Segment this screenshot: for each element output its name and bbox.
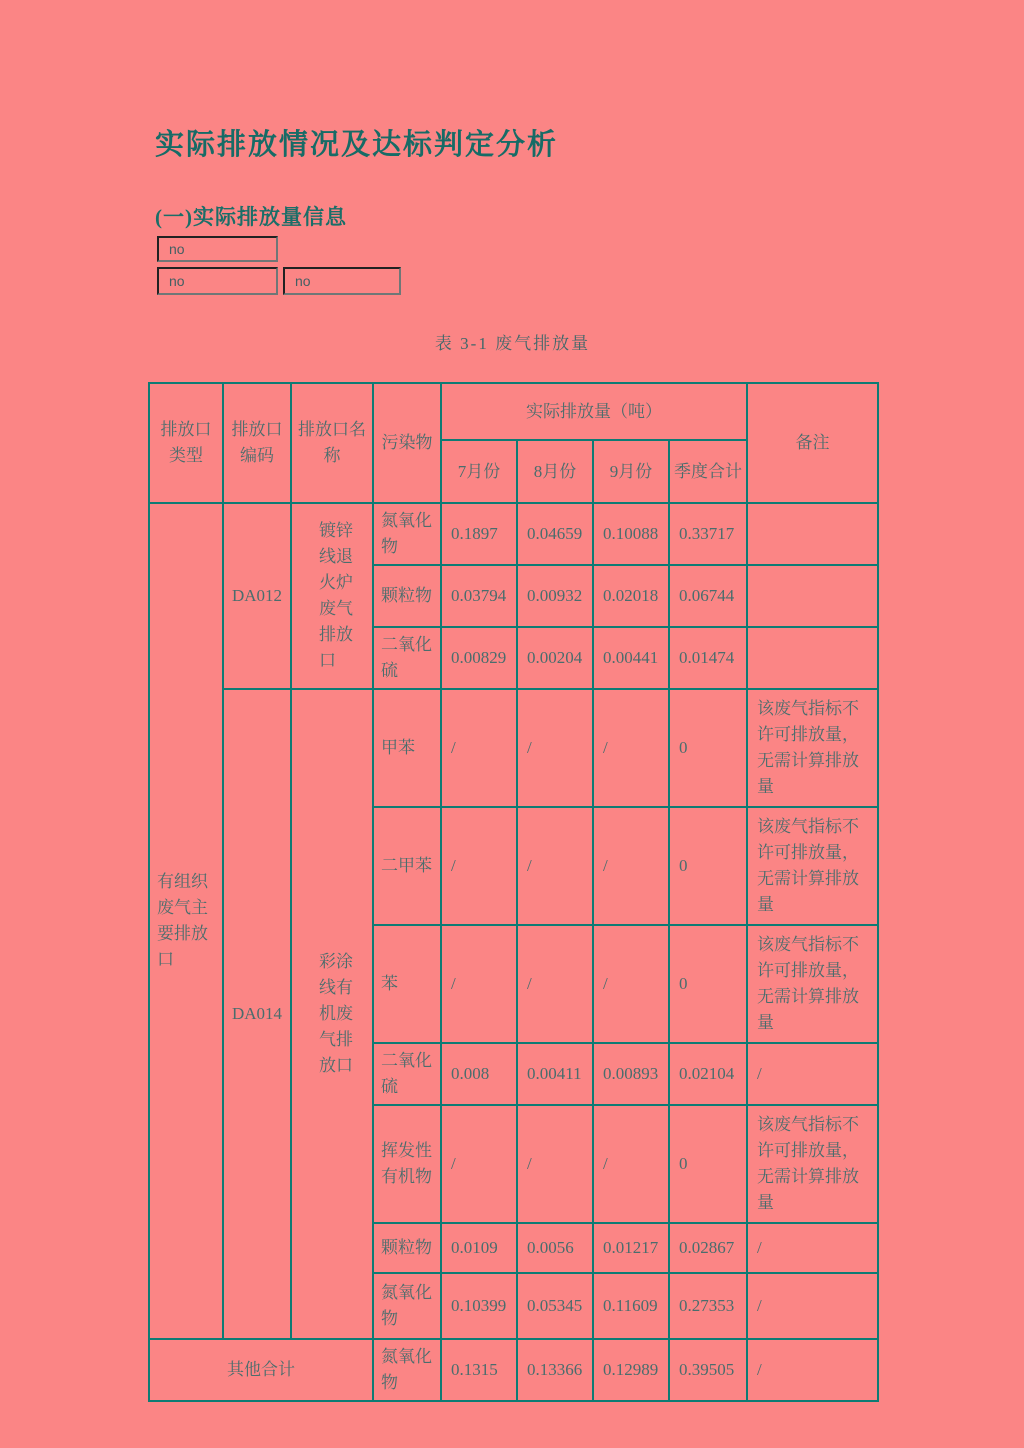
- july-value-cell: 0.1315: [441, 1339, 517, 1401]
- pollutant-cell: 二氧化硫: [373, 627, 441, 689]
- july-value-cell: /: [441, 807, 517, 925]
- september-value-cell: 0.00441: [593, 627, 669, 689]
- page-title: 实际排放情况及达标判定分析: [155, 129, 559, 161]
- quarter-total-cell: 0.27353: [669, 1273, 747, 1339]
- table-row: [149, 503, 878, 565]
- july-value-cell: 0.0109: [441, 1223, 517, 1273]
- waste-gas-emissions-table: [148, 382, 879, 1402]
- quarter-total-cell: 0.39505: [669, 1339, 747, 1401]
- august-value-cell: 0.13366: [517, 1339, 593, 1401]
- col-header-outlet-code: 排放口编码: [223, 383, 291, 503]
- quarter-total-cell: 0.02867: [669, 1223, 747, 1273]
- quarter-total-cell: 0: [669, 807, 747, 925]
- col-header-outlet-type: 排放口类型: [149, 383, 223, 503]
- remark-cell: 该废气指标不许可排放量，无需计算排放量: [747, 807, 878, 925]
- quarter-total-cell: 0.33717: [669, 503, 747, 565]
- september-value-cell: /: [593, 807, 669, 925]
- september-value-cell: 0.01217: [593, 1223, 669, 1273]
- emission-info-input-2[interactable]: [157, 267, 278, 295]
- august-value-cell: /: [517, 925, 593, 1043]
- section-heading: (一)实际排放量信息: [155, 205, 347, 229]
- pollutant-cell: 颗粒物: [373, 1223, 441, 1273]
- emission-info-input-1[interactable]: [157, 236, 278, 262]
- pollutant-cell: 二甲苯: [373, 807, 441, 925]
- emission-info-input-3[interactable]: [283, 267, 401, 295]
- remark-cell: 该废气指标不许可排放量，无需计算排放量: [747, 1105, 878, 1223]
- august-value-cell: 0.00411: [517, 1043, 593, 1105]
- col-header-quarter-total: 季度合计: [669, 440, 747, 503]
- august-value-cell: 0.05345: [517, 1273, 593, 1339]
- remark-cell: /: [747, 1043, 878, 1105]
- quarter-total-cell: 0.06744: [669, 565, 747, 627]
- july-value-cell: 0.008: [441, 1043, 517, 1105]
- col-header-september: 9月份: [593, 440, 669, 503]
- other-total-row: [149, 1339, 878, 1401]
- remark-cell: [747, 503, 878, 565]
- august-value-cell: 0.0056: [517, 1223, 593, 1273]
- september-value-cell: 0.10088: [593, 503, 669, 565]
- september-value-cell: 0.00893: [593, 1043, 669, 1105]
- other-total-label-cell: 其他合计: [149, 1339, 373, 1401]
- report-content: [148, 0, 877, 1402]
- pollutant-cell: 氮氧化物: [373, 1273, 441, 1339]
- september-value-cell: 0.02018: [593, 565, 669, 627]
- form-row-1: [157, 236, 877, 267]
- col-header-outlet-name: 排放口名称: [291, 383, 373, 503]
- header-row-1: [149, 383, 878, 440]
- quarter-total-cell: 0: [669, 689, 747, 807]
- remark-cell: /: [747, 1273, 878, 1339]
- emission-info-form: [157, 236, 877, 295]
- july-value-cell: /: [441, 689, 517, 807]
- col-header-remark: 备注: [747, 383, 878, 503]
- pollutant-cell: 苯: [373, 925, 441, 1043]
- july-value-cell: /: [441, 925, 517, 1043]
- outlet-type-cell: 有组织废气主要排放口: [149, 503, 223, 1339]
- quarter-total-cell: 0.02104: [669, 1043, 747, 1105]
- pollutant-cell: 甲苯: [373, 689, 441, 807]
- form-row-2: [157, 267, 877, 295]
- quarter-total-cell: 0.01474: [669, 627, 747, 689]
- august-value-cell: 0.04659: [517, 503, 593, 565]
- quarter-total-cell: 0: [669, 925, 747, 1043]
- remark-cell: [747, 565, 878, 627]
- august-value-cell: 0.00932: [517, 565, 593, 627]
- september-value-cell: /: [593, 689, 669, 807]
- august-value-cell: /: [517, 807, 593, 925]
- august-value-cell: /: [517, 1105, 593, 1223]
- pollutant-cell: 二氧化硫: [373, 1043, 441, 1105]
- remark-cell: [747, 627, 878, 689]
- outlet-code-cell-da012: DA012: [223, 503, 291, 689]
- table-row: [149, 689, 878, 807]
- quarter-total-cell: 0: [669, 1105, 747, 1223]
- september-value-cell: 0.11609: [593, 1273, 669, 1339]
- remark-cell: 该废气指标不许可排放量，无需计算排放量: [747, 689, 878, 807]
- july-value-cell: 0.00829: [441, 627, 517, 689]
- july-value-cell: 0.03794: [441, 565, 517, 627]
- september-value-cell: /: [593, 925, 669, 1043]
- july-value-cell: /: [441, 1105, 517, 1223]
- september-value-cell: 0.12989: [593, 1339, 669, 1401]
- pollutant-cell: 颗粒物: [373, 565, 441, 627]
- remark-cell: /: [747, 1223, 878, 1273]
- remark-cell: /: [747, 1339, 878, 1401]
- outlet-name-cell-da012: 镀锌线退火炉废气排放口: [291, 503, 373, 689]
- august-value-cell: 0.00204: [517, 627, 593, 689]
- col-header-actual-emissions: 实际排放量（吨）: [441, 383, 747, 440]
- col-header-august: 8月份: [517, 440, 593, 503]
- outlet-code-cell-da014: DA014: [223, 689, 291, 1339]
- pollutant-cell: 氮氧化物: [373, 1339, 441, 1401]
- col-header-pollutant: 污染物: [373, 383, 441, 503]
- august-value-cell: /: [517, 689, 593, 807]
- july-value-cell: 0.10399: [441, 1273, 517, 1339]
- july-value-cell: 0.1897: [441, 503, 517, 565]
- col-header-july: 7月份: [441, 440, 517, 503]
- table-caption: 表 3-1 废气排放量: [434, 334, 591, 353]
- pollutant-cell: 挥发性有机物: [373, 1105, 441, 1223]
- september-value-cell: /: [593, 1105, 669, 1223]
- remark-cell: 该废气指标不许可排放量，无需计算排放量: [747, 925, 878, 1043]
- pollutant-cell: 氮氧化物: [373, 503, 441, 565]
- outlet-name-cell-da014: 彩涂线有机废气排放口: [291, 689, 373, 1339]
